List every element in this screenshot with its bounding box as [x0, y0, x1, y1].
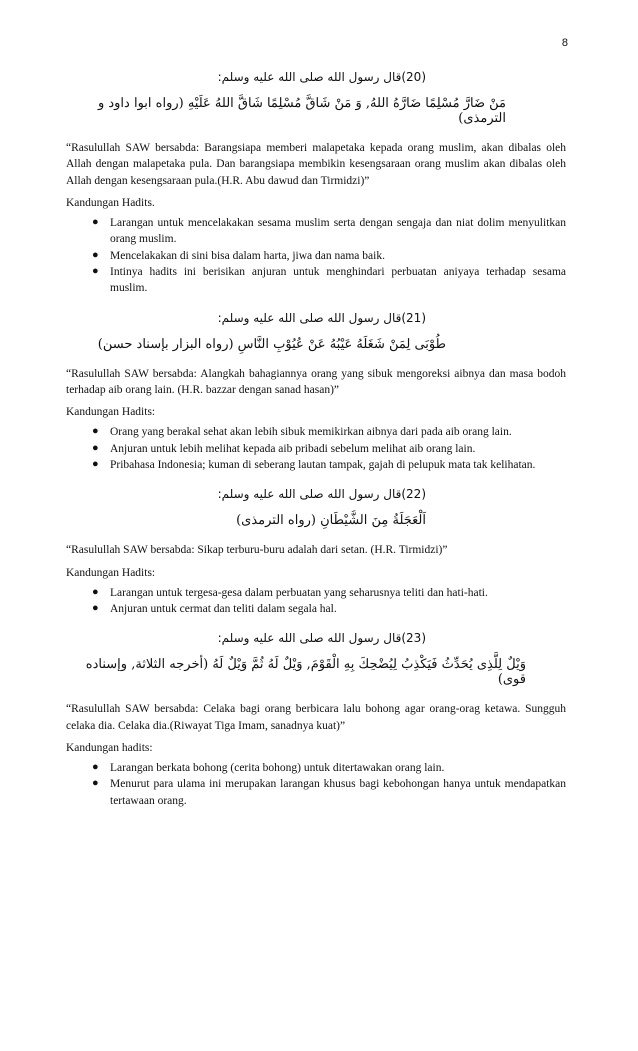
bullet-icon: ● — [92, 585, 99, 598]
arabic-hadith-text: طُوْبَى لِمَنْ شَغَلَهُ عَيْبُهُ عَنْ عُيُوْبِ النَّاسِ (رواه البزار بإسناد حسن) — [97, 336, 446, 352]
arabic-intro: (21)قال رسول الله صلى الله عليه وسلم: — [217, 310, 426, 325]
page-number: 8 — [561, 37, 568, 49]
section-heading: Kandungan hadits: — [66, 741, 153, 754]
hadith-translation: “Rasulullah SAW bersabda: Alangkah bahagiannya orang yang sibuk mengoreksi aibnya dan masa bodoh terhadap aib orang lain. (H.R. bazzar dengan sanad hasan)” — [66, 367, 566, 396]
list-item: ● Larangan untuk tergesa-gesa dalam perbuatan yang seharusnya teliti dan hati-hati. — [92, 585, 488, 599]
list-item: ● Intinya hadits ini berisikan anjuran untuk menghindari perbuatan aniyaya terhadap sesama muslim. — [92, 264, 566, 295]
list-item: ● Pribahasa Indonesia; kuman di seberang lautan tampak, gajah di pelupuk mata tak kelihatan. — [92, 457, 536, 471]
hadith-section-23 — [66, 631, 566, 809]
arabic-intro: (23)قال رسول الله صلى الله عليه وسلم: — [217, 631, 426, 646]
section-heading: Kandungan Hadits. — [66, 196, 155, 209]
bullet-icon: ● — [92, 601, 99, 614]
document-body — [66, 62, 566, 823]
hadith-translation: “Rasulullah SAW bersabda: Barangsiapa memberi malapetaka kepada orang muslim, akan dibalas oleh Allah dengan malapetaka pula. Dan barangsiapa membikin kesengsaraan orang muslim akan dibalas oleh Allah dengan kesengsaraan pula.(H.R. Abu dawud dan Tirmidzi)” — [66, 142, 566, 187]
hadith-section-21 — [66, 311, 566, 474]
hadith-section-20 — [66, 70, 566, 297]
bullet-icon: ● — [92, 441, 99, 454]
hadith-section-22 — [66, 487, 566, 617]
bullet-icon: ● — [92, 264, 99, 277]
section-heading: Kandungan Hadits: — [66, 406, 156, 419]
list-item: ● Mencelakakan di sini bisa dalam harta, jiwa dan nama baik. — [92, 248, 385, 262]
list-item: ● Menurut para ulama ini merupakan larangan khusus bagi kebohongan hanya untuk mendapatkan tertawaan orang. — [92, 777, 566, 807]
bullet-icon: ● — [92, 215, 99, 228]
hadith-translation: “Rasulullah SAW bersabda: Celaka bagi orang berbicara lalu bohong agar orang-orag ketawa. Sungguh celaka dia. Celaka dia.(Riwayat Tiga Imam, sanadnya kuat)” — [66, 703, 566, 732]
section-heading: Kandungan Hadits: — [66, 566, 156, 579]
hadith-translation: “Rasulullah SAW bersabda: Sikap terburu-buru adalah dari setan. (H.R. Tirmidzi)” — [66, 544, 448, 557]
arabic-hadith-text: اَلْعَجَلَةُ مِنَ الشَّيْطَانِ (رواه الترمذى) — [236, 513, 426, 529]
arabic-hadith-text: مَنْ ضَارَّ مُسْلِمًا ضَارَّهُ اللهُ, وَ مَنْ شَاقَّ مُسْلِمًا شَاقَّ اللهُ عَلَيْهِ (رواه ابوا داود و الترمذى) — [97, 96, 506, 126]
bullet-icon: ● — [92, 760, 99, 773]
list-item: ● Anjuran untuk cermat dan teliti dalam segala hal. — [92, 601, 337, 615]
content-list — [66, 424, 566, 473]
list-item: ● Larangan berkata bohong (cerita bohong) untuk ditertawakan orang lain. — [92, 760, 445, 774]
content-list — [66, 760, 566, 809]
bullet-icon: ● — [92, 777, 99, 790]
arabic-hadith-text: وَيْلٌ لِلَّذِى يُحَدِّثُ فَيَكْذِبُ لِيُضْحِكَ بِهِ الْقَوْمَ, وَيْلٌ لَهُ ثُمَّ وَيْلٌ لَهُ (أخرجه الثلاثة, وإسناده قوى) — [85, 657, 526, 688]
content-list — [66, 215, 566, 297]
arabic-intro: (22)قال رسول الله صلى الله عليه وسلم: — [217, 487, 426, 502]
list-item: ● Larangan untuk mencelakakan sesama muslim serta dengan sengaja dan niat dolim menyulitkan orang muslim. — [92, 215, 566, 246]
bullet-icon: ● — [92, 248, 99, 261]
list-item: ● Anjuran untuk lebih melihat kepada aib pribadi sebelum melihat aib orang lain. — [92, 441, 476, 455]
bullet-icon: ● — [92, 425, 99, 438]
list-item: ● Orang yang berakal sehat akan lebih sibuk memikirkan aibnya dari pada aib orang lain. — [92, 425, 512, 439]
content-list — [66, 585, 566, 618]
arabic-intro: (20)قال رسول الله صلى الله عليه وسلم: — [217, 70, 426, 84]
bullet-icon: ● — [92, 457, 99, 470]
